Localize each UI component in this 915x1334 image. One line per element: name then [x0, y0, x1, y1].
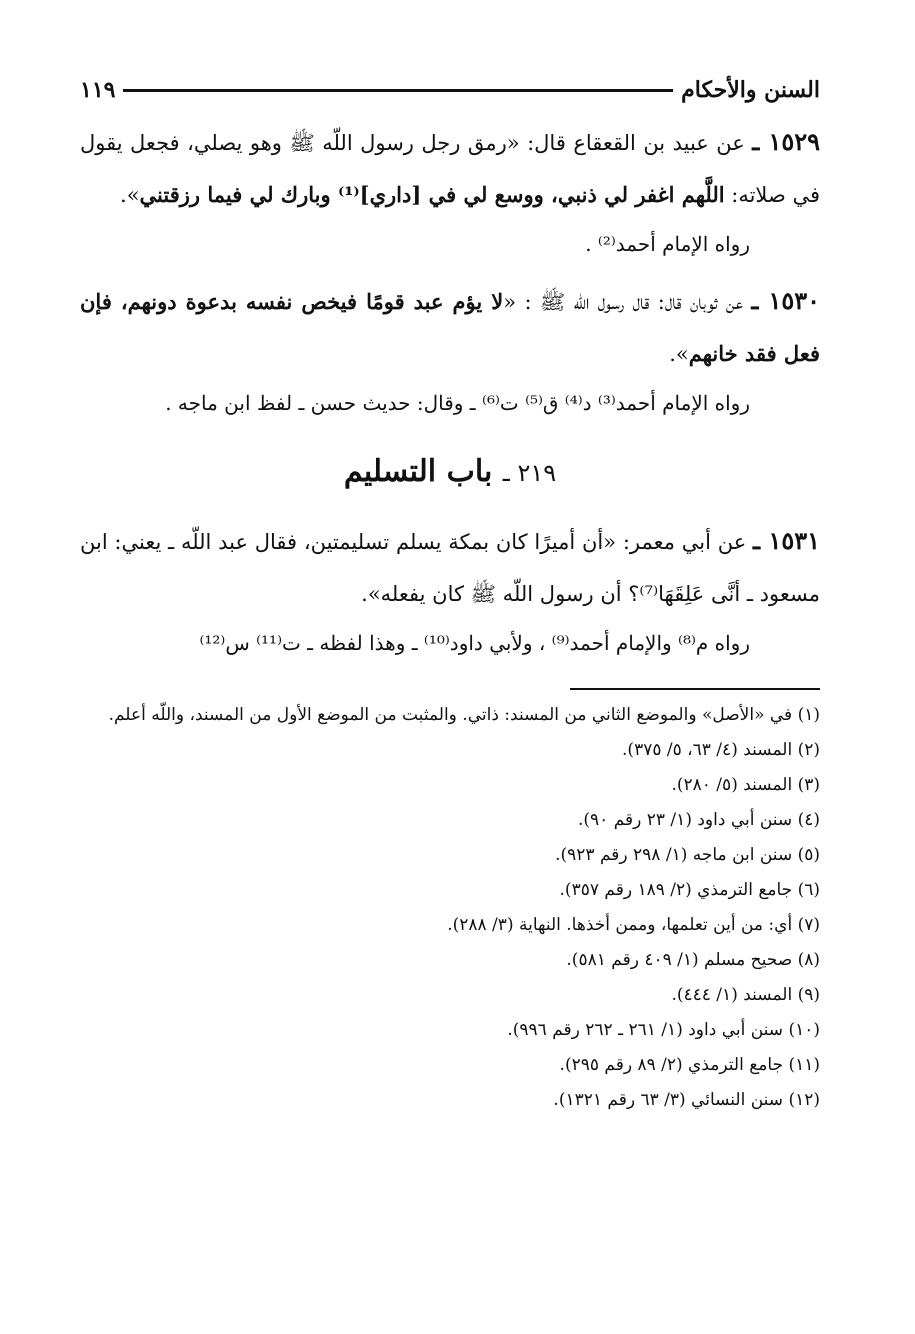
chapter-number: ٢١٩ ـ [502, 459, 557, 487]
chapter-heading [80, 452, 820, 493]
footnote-item: (١٢) سنن النسائي (٣/ ٦٣ رقم ١٣٢١). [553, 1090, 820, 1110]
page-number: ١١٩ [80, 77, 116, 103]
footnotes-list [80, 698, 820, 1118]
footnote-item: (٢) المسند (٤/ ٦٣، ٥/ ٣٧٥). [622, 740, 820, 760]
hadith-1531 [80, 515, 820, 620]
narration-1530: رواه الإمام أحمد⁽³⁾ د⁽⁴⁾ ق⁽⁵⁾ ت⁽⁶⁾ ـ وقال: حديث حسن ـ لفظ ابن ماجه . [165, 391, 750, 415]
footnote-item: (١١) جامع الترمذي (٢/ ٨٩ رقم ٢٩٥). [559, 1055, 820, 1075]
footnote-item: (٥) سنن ابن ماجه (١/ ٢٩٨ رقم ٩٢٣). [555, 845, 820, 865]
hadith-intro: عن ثوبان قال: قال رسول اللّه ﷺ : « [503, 290, 752, 314]
footnote-item: (٩) المسند (١/ ٤٤٤). [671, 985, 820, 1005]
document-page [80, 70, 820, 1118]
hadith-number: ١٥٢٩ ـ [752, 127, 820, 156]
footnote-separator [570, 688, 820, 690]
hadith-close: ». [669, 342, 689, 366]
hadith-text: عن أبي معمر: «أن أميرًا كان بمكة يسلم تسليمتين، فقال عبد اللّه ـ يعني: ابن مسعود ـ أنَّى عَلِقَهَا⁽⁷⁾؟ أن رسول اللّه ﷺ كان يفعله». [80, 530, 820, 606]
footnote-item: (٧) أي: من أين تعلمها، وممن أخذها. النهاية (٣/ ٢٨٨). [447, 915, 820, 935]
hadith-number: ١٥٣١ ـ [752, 526, 820, 555]
running-title: السنن والأحكام [681, 77, 820, 103]
chapter-title: باب التسليم [343, 454, 503, 489]
hadith-intro: عن عبيد بن القعقاع قال: «رمق رجل رسول اللّه ﷺ وهو يصلي، فجعل يقول في صلاته: [80, 131, 820, 207]
hadith-1529 [80, 116, 820, 221]
footnote-item: (٦) جامع الترمذي (٢/ ١٨٩ رقم ٣٥٧). [559, 880, 820, 900]
narration-1529: رواه الإمام أحمد⁽²⁾ . [585, 232, 750, 256]
hadith-text-bold: لا يؤم عبد قومًا فيخص نفسه بدعوة دونهم، فإن فعل فقد خانهم [80, 289, 820, 366]
footnote-item: (٣) المسند (٥/ ٢٨٠). [671, 775, 820, 795]
hadith-text-bold: اللَّهم اغفر لي ذنبي، ووسع لي في [داري]⁽¹⁾ وبارك لي فيما رزقتني [139, 182, 725, 207]
footnote-item: (٨) صحيح مسلم (١/ ٤٠٩ رقم ٥٨١). [566, 950, 820, 970]
page-header [80, 70, 820, 110]
footnote-item: (١) في «الأصل» والموضع الثاني من المسند: ذاتي. والمثبت من الموضع الأول من المسند، واللّه أعلم. [108, 705, 820, 725]
hadith-1530 [80, 275, 820, 380]
header-rule [123, 89, 673, 92]
hadith-number: ١٥٣٠ ـ [751, 286, 820, 315]
footnote-item: (١٠) سنن أبي داود (١/ ٢٦١ ـ ٢٦٢ رقم ٩٩٦). [507, 1020, 820, 1040]
hadith-close: ». [120, 183, 140, 207]
narration-1531: رواه م⁽⁸⁾ والإمام أحمد⁽⁹⁾ ، ولأبي داود⁽¹⁰⁾ ـ وهذا لفظه ـ ت⁽¹¹⁾ س⁽¹²⁾ [199, 631, 750, 655]
footnote-item: (٤) سنن أبي داود (١/ ٢٣ رقم ٩٠). [577, 810, 820, 830]
